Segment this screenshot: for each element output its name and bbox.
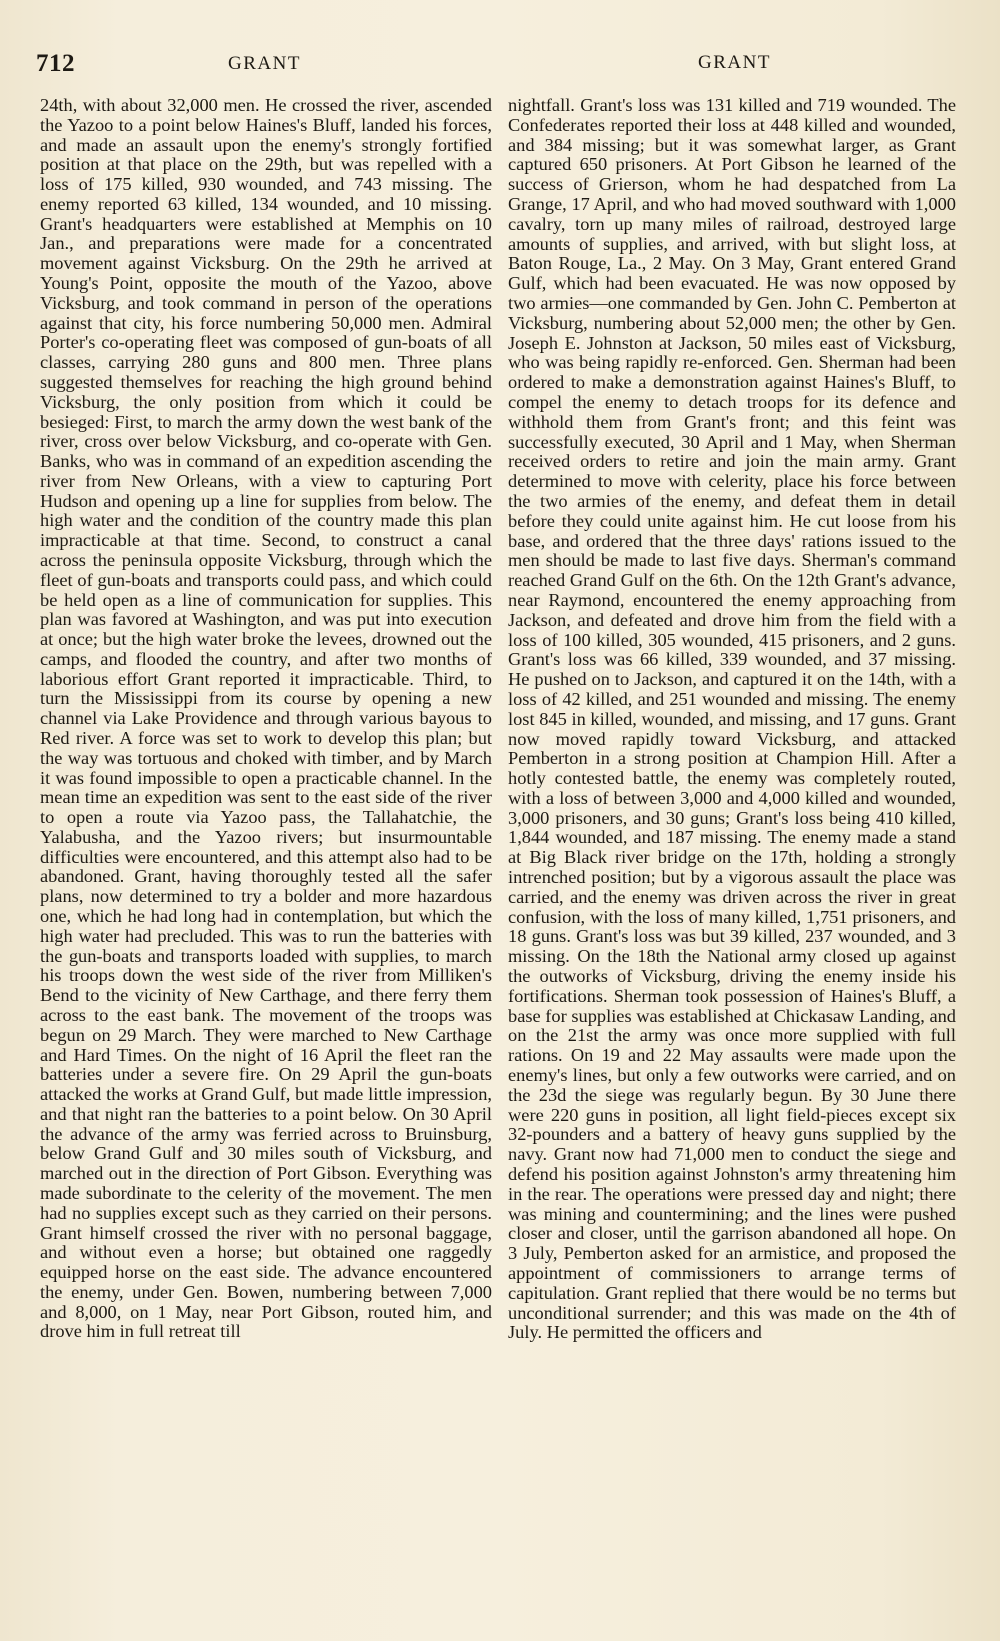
column-text: 24th, with about 32,000 men. He crossed the river, ascended the Yazoo to a point below Haines's Bluff, landed his forces, and made an assault upon the enemy's strongly fortified position at that place on the 29th, but was repelled with a loss of 175 killed, 930 wounded, and 743 missing. The enemy reported 63 killed, 134 wounded, and 10 missing. Grant's headquarters were established at Memphis on 10 Jan., and preparations were made for a concentrated movement against Vicksburg. On the 29th he arrived at Young's Point, opposite the mouth of the Yazoo, above Vicksburg, and took command in person of the operations against that city, his force numbering 50,000 men. Admiral Porter's co-operating fleet was composed of gun-boats of all classes, carrying 280 guns and 800 men. Three plans suggested themselves for reaching the high ground behind Vicksburg, the only position from which it could be besieged: First, to march the army down the west bank of the river, cross over below Vicksburg, and co-operate with Gen. Banks, who was in command of an expedition ascending the river from New Orleans, with a view to capturing Port Hudson and opening up a line for supplies from below. The high water and the condition of the country made this plan impracticable at that time. Second, to construct a canal across the peninsula opposite Vicksburg, through which the fleet of gun-boats and transports could pass, and which could be held open as a line of communication for supplies. This plan was favored at Washington, and was put into execution at once; but the high water broke the levees, drowned out the camps, and flooded the country, and after two months of laborious effort Grant reported it impracticable. Third, to turn the Mississippi from its course by opening a new channel via Lake Providence and through various bayous to Red river. A force was set to work to develop this plan; but the way was tortuous and choked with timber, and by March it was found impossible to open a practicable channel. In the mean time an expedition was sent to the east side of the river to open a route via Yazoo pass, the Tallahatchie, the Yalabusha, and the Yazoo rivers; but insurmountable difficulties were encountered, and this attempt also had to be abandoned. Grant, having thoroughly tested all the safer plans, now determined to try a bolder and more hazardous one, which he had long had in contemplation, but which the high water had precluded. This was to run the batteries with the gun-boats and transports loaded with supplies, to march his troops down the west side of the river from Milliken's Bend to the vicinity of New Carthage, and there ferry them across to the east bank. The movement of the troops was begun on 29 March. They were marched to New Carthage and Hard Times. On the night of 16 April the fleet ran the batteries under a severe fire. On 29 April the gun-boats attacked the works at Grand Gulf, but made little impression, and that night ran the batteries to a point below. On 30 April the advance of the army was ferried across to Bruinsburg, below Grand Gulf and 30 miles south of Vicksburg, and marched out in the direction of Port Gibson. Everything was made subordinate to the celerity of the movement. The men had no supplies except such as they carried on their persons. Grant himself crossed the river with no personal baggage, and without even a horse; but obtained one raggedly equipped horse on the east side. The advance encountered the enemy, under Gen. Bowen, numbering between 7,000 and 8,000, on 1 May, near Port Gibson, routed him, and drove him in full retreat till xyxy=(40,96,492,1342)
running-head-left: GRANT xyxy=(228,53,301,74)
column-text: nightfall. Grant's loss was 131 killed and 719 wounded. The Confederates reported their loss at 448 killed and wounded, and 384 missing; but it was somewhat larger, as Grant captured 650 prisoners. At Port Gibson he learned of the success of Grierson, whom he had despatched from La Grange, 17 April, and who had moved southward with 1,000 cavalry, torn up many miles of railroad, destroyed large amounts of supplies, and arrived, with but slight loss, at Baton Rouge, La., 2 May. On 3 May, Grant entered Grand Gulf, which had been evacuated. He was now opposed by two armies—one commanded by Gen. John C. Pemberton at Vicksburg, numbering about 52,000 men; the other by Gen. Joseph E. Johnston at Jackson, 50 miles east of Vicksburg, who was being rapidly re-enforced. Gen. Sherman had been ordered to make a demonstration against Haines's Bluff, to compel the enemy to detach troops for its defence and withhold them from Grant's front; and this feint was successfully executed, 30 April and 1 May, when Sherman received orders to retire and join the main army. Grant determined to move with celerity, place his force between the two armies of the enemy, and defeat them in detail before they could unite against him. He cut loose from his base, and ordered that the three days' rations issued to the men should be made to last five days. Sherman's command reached Grand Gulf on the 6th. On the 12th Grant's advance, near Raymond, encountered the enemy approaching from Jackson, and defeated and drove him from the field with a loss of 100 killed, 305 wounded, 415 prisoners, and 2 guns. Grant's loss was 66 killed, 339 wounded, and 37 missing. He pushed on to Jackson, and captured it on the 14th, with a loss of 42 killed, and 251 wounded and missing. The enemy lost 845 in killed, wounded, and missing, and 17 guns. Grant now moved rapidly toward Vicksburg, and attacked Pemberton in a strong position at Champion Hill. After a hotly contested battle, the enemy was completely routed, with a loss of between 3,000 and 4,000 killed and wounded, 3,000 prisoners, and 30 guns; Grant's loss being 410 killed, 1,844 wounded, and 187 missing. The enemy made a stand at Big Black river bridge on the 17th, holding a strongly intrenched position; but by a vigorous assault the place was carried, and the enemy was driven across the river in great confusion, with the loss of many killed, 1,751 prisoners, and 18 guns. Grant's loss was but 39 killed, 237 wounded, and 3 missing. On the 18th the National army closed up against the outworks of Vicksburg, driving the enemy inside his fortifications. Sherman took possession of Haines's Bluff, a base for supplies was established at Chickasaw Landing, and on the 21st the army was once more supplied with full rations. On 19 and 22 May assaults were made upon the enemy's lines, but only a few outworks were carried, and on the 23d the siege was regularly begun. By 30 June there were 220 guns in position, all light field-pieces except six 32-pounders and a battery of heavy guns supplied by the navy. Grant now had 71,000 men to conduct the siege and defend his position against Johnston's army threatening him in the rear. The operations were pressed day and night; there was mining and countermining; and the lines were pushed closer and closer, until the garrison abandoned all hope. On 3 July, Pemberton asked for an armistice, and proposed the appointment of commissioners to arrange terms of capitulation. Grant replied that there would be no terms but unconditional surrender; and this was made on the 4th of July. He permitted the officers and xyxy=(508,96,956,1343)
page-header xyxy=(0,50,1000,80)
running-head-right: GRANT xyxy=(698,52,771,73)
text-column-left xyxy=(40,96,492,1576)
text-column-right xyxy=(508,96,956,1576)
page-number: 712 xyxy=(36,50,75,77)
